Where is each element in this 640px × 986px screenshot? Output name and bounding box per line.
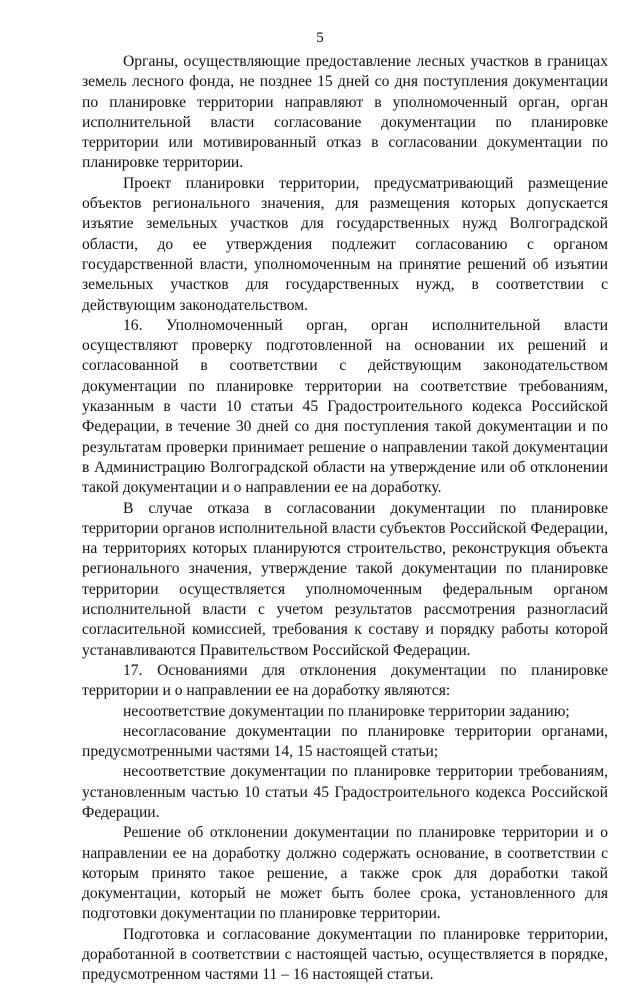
page-number: 5 <box>316 30 324 46</box>
list-item-no-agreement: несогласование документации по планировке территории органами, предусмотренными частями 14, 15 настоящей статьи; <box>82 722 608 761</box>
paragraph-revision-procedure: Подготовка и согласование документации по планировке территории, доработанной в соответствии с настоящей частью, осуществляется в порядке, предусмотренном частями 11 – 16 настоящей статьи. <box>82 925 608 984</box>
paragraph-forest-lands-approval: Органы, осуществляющие предоставление лесных участков в границах земель лесного фонда, не позднее 15 дней со дня поступления документации по планировке территории направляют в уполномоченный орган, орган исполнительной власти согласование документации по планировке территории или мотивированный отказ в согласовании документации по планировке территории. <box>82 53 608 172</box>
list-item-task-mismatch: несоответствие документации по планировке территории заданию; <box>123 702 570 720</box>
paragraph-refusal-case: В случае отказа в согласовании документации по планировке территории органов исполнительной власти субъектов Российской Федерации, на территориях которых планируются строительство, реконструкция объекта регионального значения, утверждение такой документации по планировке территории осуществляется уполномоченным федеральным органом исполнительной власти с учетом результатов рассмотрения разногласий согласительной комиссией, требования к составу и порядку работы которой устанавливаются Правительством Российской Федерации. <box>82 499 608 659</box>
paragraph-regional-objects-project: Проект планировки территории, предусматривающий размещение объектов регионального значения, для размещения которых допускается изъятие земельных участков для государственных нужд Волгоградской области, до ее утверждения подлежит согласованию с органом государственной власти, уполномоченным на принятие решений об изъятии земельных участков для государственных нужд, в соответствии с действующим законодательством. <box>82 174 608 314</box>
paragraph-clause-16: 16. Уполномоченный орган, орган исполнительной власти осуществляют проверку подготовленной на основании их решений и согласованной в соответствии с действующим законодательством документации по планировке территории на соответствие требованиям, указанным в части 10 статьи 45 Градостроительного кодекса Российской Федерации, в течение 30 дней со дня поступления такой документации и по результатам проверки принимает решение о направлении такой документации в Администрацию Волгоградской области на утверждение или об отклонении такой документации и о направлении ее на доработку. <box>82 316 608 497</box>
paragraph-rejection-decision: Решение об отклонении документации по планировке территории и о направлении ее на доработку должно содержать основание, в соответствии с которым принято такое решение, а также срок для доработки такой документации, который не может быть более срока, установленного для подготовки документации по планировке территории. <box>82 824 608 923</box>
document-body <box>82 52 608 986</box>
list-item-requirements-mismatch: несоответствие документации по планировке территории требованиям, установленным частью 10 статьи 45 Градостроительного кодекса Российской Федерации. <box>82 763 608 821</box>
paragraph-clause-17: 17. Основаниями для отклонения документации по планировке территории и о направлении ее на доработку являются: <box>82 661 608 700</box>
